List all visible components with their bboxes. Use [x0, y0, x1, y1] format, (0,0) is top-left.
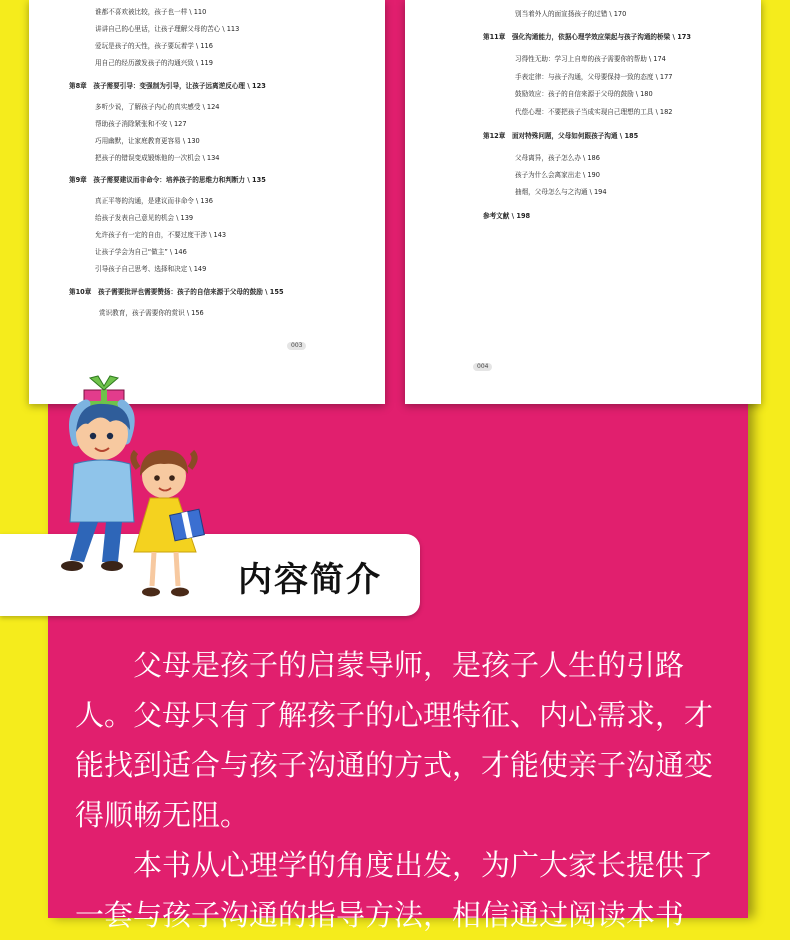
- toc-entry: 鼓励效应：孩子的自信来源于父母的鼓励 \ 180: [515, 90, 653, 98]
- toc-entry: 讲讲自己的心里话，让孩子理解父母的苦心 \ 113: [95, 25, 240, 33]
- toc-entry: 引导孩子自己思考、选择和决定 \ 149: [95, 265, 207, 273]
- toc-entry: 代偿心理：不要把孩子当成实现自己理想的工具 \ 182: [515, 108, 673, 116]
- toc-entry: 孩子为什么会离家出走 \ 190: [515, 171, 600, 179]
- toc-entry: 抽烟，父母怎么与之沟通 \ 194: [515, 188, 607, 196]
- toc-chapter: 第8章 孩子需要引导：变强制为引导，让孩子远离逆反心理 \ 123: [69, 82, 266, 90]
- toc-entry: 多听少说，了解孩子内心的真实感受 \ 124: [95, 103, 220, 111]
- toc-entry: 把孩子的错误变成锻炼他的一次机会 \ 134: [95, 154, 220, 162]
- toc-entry: 巧用幽默，让家庭教育更容易 \ 130: [95, 137, 200, 145]
- toc-entry: 用自己的经历激发孩子的沟通兴致 \ 119: [95, 59, 213, 67]
- intro-paragraph: 本书从心理学的角度出发，为广大家长提供了一套与孩子沟通的指导方法，相信通过阅读本书: [75, 848, 714, 932]
- toc-entry: 给孩子发表自己意见的机会 \ 139: [95, 214, 194, 222]
- toc-page-right: [405, 0, 761, 404]
- toc-chapter: 第9章 孩子需要建议而非命令：培养孩子的思维力和判断力 \ 135: [69, 176, 266, 184]
- girl-figure: [133, 450, 204, 597]
- toc-page-left: [29, 0, 385, 404]
- toc-chapter: 第10章 孩子需要批评也需要赞扬：孩子的自信来源于父母的鼓励 \ 155: [69, 288, 284, 296]
- page-number: 003: [287, 342, 306, 350]
- boy-figure: [61, 404, 134, 571]
- toc-entry: 手表定律：与孩子沟通，父母要保持一致的态度 \ 177: [515, 73, 673, 81]
- toc-entry: 帮助孩子消除紧张和不安 \ 127: [95, 120, 187, 128]
- toc-references: 参考文献 \ 198: [483, 212, 531, 220]
- toc-chapter: 第12章 面对特殊问题，父母如何跟孩子沟通 \ 185: [483, 132, 639, 140]
- toc-entry: 爱玩是孩子的天性，孩子要玩着学 \ 116: [95, 42, 213, 50]
- toc-chapter: 第11章 强化沟通能力，依据心理学效应架起与孩子沟通的桥梁 \ 173: [483, 33, 691, 41]
- intro-paragraph: 父母是孩子的启蒙导师，是孩子人生的引路人。父母只有了解孩子的心理特征、内心需求，才能找到适合与孩子沟通的方式，才能使亲子沟通变得顺畅无阻。: [75, 648, 714, 832]
- toc-entry: 赏识教育，孩子需要你的赏识 \ 156: [99, 309, 204, 317]
- section-title: 内容简介: [238, 560, 382, 600]
- toc-entry: 父母离异，孩子怎么办 \ 186: [515, 154, 600, 162]
- toc-entry: 谁都不喜欢被比较，孩子也一样 \ 110: [95, 8, 207, 16]
- intro-text: [75, 640, 715, 940]
- toc-entry: 让孩子学会为自己“做主” \ 146: [95, 248, 187, 256]
- toc-entry: 允许孩子有一定的自由，不要过度干涉 \ 143: [95, 231, 227, 239]
- toc-entry: 习得性无助：学习上自卑的孩子需要你的帮助 \ 174: [515, 55, 666, 63]
- toc-entry: 别当着外人的面宣扬孩子的过错 \ 170: [515, 10, 627, 18]
- children-illustration: [40, 372, 220, 612]
- page-number: 004: [473, 363, 492, 371]
- toc-entry: 真正平等的沟通，是建议而非命令 \ 136: [95, 197, 213, 205]
